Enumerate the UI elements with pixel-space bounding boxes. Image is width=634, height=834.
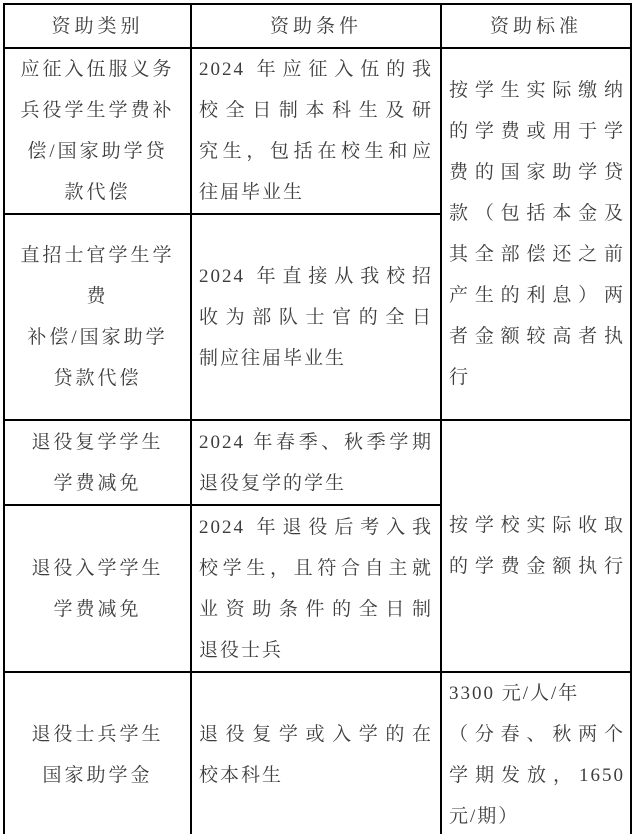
- table-row: [4, 672, 631, 834]
- header-row: [4, 4, 631, 48]
- cell-r1-category: 应征入伍服义务 兵役学生学费补 偿/国家助学贷 款代偿: [4, 48, 191, 214]
- header-category: 资助类别: [4, 4, 191, 48]
- cell-r5-category: 退役士兵学生 国家助学金: [4, 672, 191, 834]
- cell-r4-condition: 2024 年退役后考入我 校学生，且符合自主就 业资助条件的全日制 退役士兵: [191, 505, 441, 672]
- standard-note: （分春、秋两个 学期发放，1650 元/期）: [449, 724, 625, 827]
- cell-r1-condition: 2024 年应征入伍的我 校全日制本科生及研 究生，包括在校生和应 往届毕业生: [191, 48, 441, 214]
- standard-amount: 3300 元/人/年: [449, 683, 580, 704]
- header-condition: 资助条件: [191, 4, 441, 48]
- cell-r1r2-standard: 按学生实际缴纳 的学费或用于学 费的国家助学贷 款（包括本金及 其全部偿还之前 产生的利息）两 者金额较高者执 行: [441, 48, 631, 420]
- cell-r3r4-standard: 按学校实际收取 的学费金额执行: [441, 420, 631, 672]
- cell-r4-category: 退役入学学生 学费减免: [4, 505, 191, 672]
- table-row: [4, 420, 631, 505]
- cell-r3-condition: 2024 年春季、秋季学期 退役复学的学生: [191, 420, 441, 505]
- cell-r2-category: 直招士官学生学 费 补偿/国家助学 贷款代偿: [4, 214, 191, 420]
- cell-r3-category: 退役复学学生 学费减免: [4, 420, 191, 505]
- cell-r5-condition: 退役复学或入学的在 校本科生: [191, 672, 441, 834]
- header-standard: 资助标准: [441, 4, 631, 48]
- cell-r2-condition: 2024 年直接从我校招 收为部队士官的全日 制应往届毕业生: [191, 214, 441, 420]
- funding-aid-table: [3, 3, 632, 834]
- cell-r5-standard: [441, 672, 631, 834]
- table-row: [4, 48, 631, 214]
